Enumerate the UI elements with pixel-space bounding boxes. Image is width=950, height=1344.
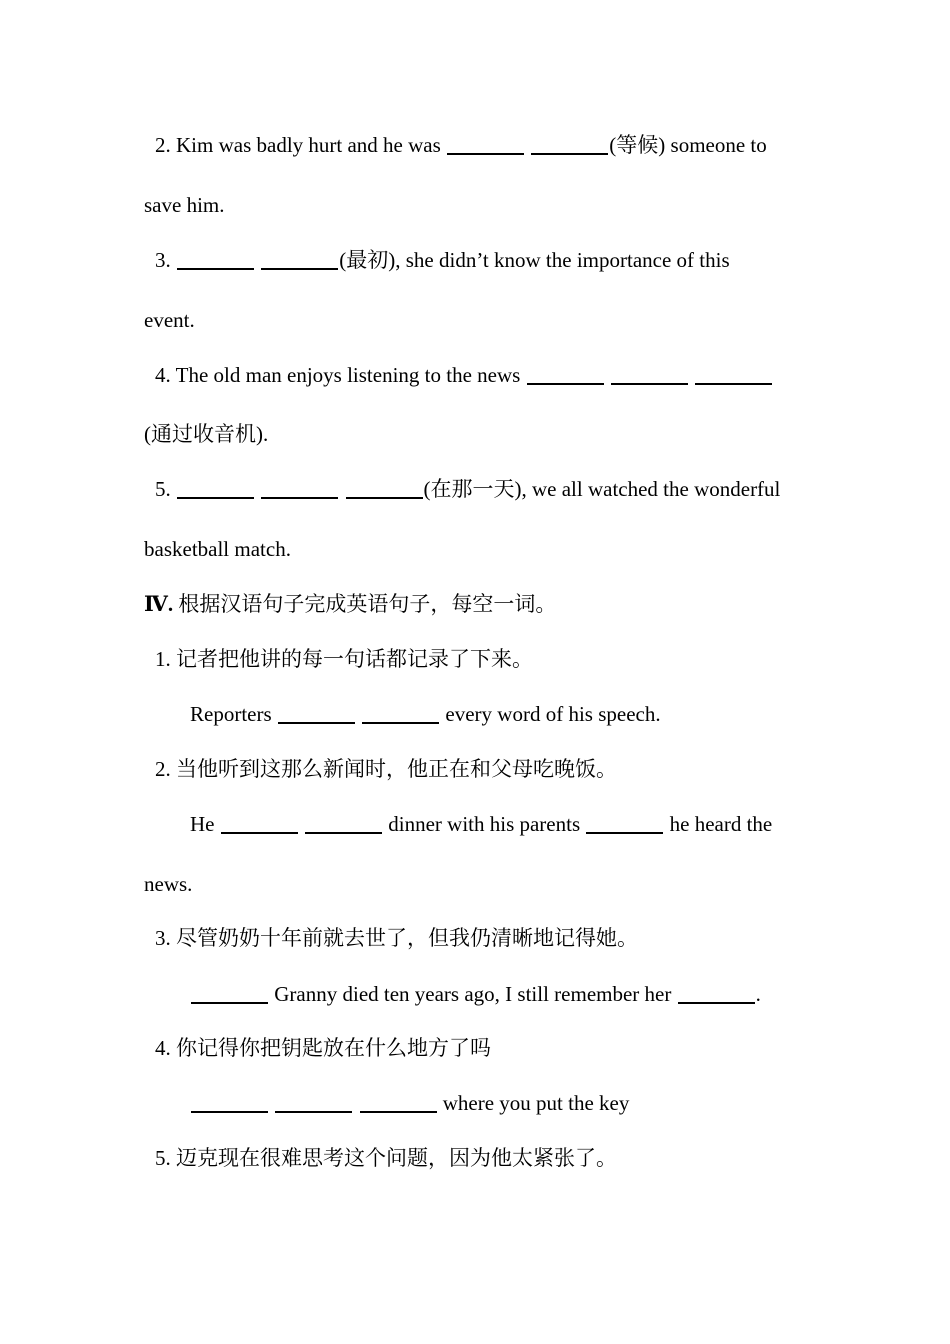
p3-q2-line2 xyxy=(144,192,224,218)
p3-q3-line2 xyxy=(144,307,195,333)
p3-q2-blank-1[interactable] xyxy=(447,153,524,155)
p4-q1-en-a: Reporters xyxy=(190,702,277,726)
p4-q3-english xyxy=(190,981,761,1007)
p4-q5-cn-text: 迈克现在很难思考这个问题，因为他太紧张了。 xyxy=(170,1146,617,1170)
p4-q2-en-a: He xyxy=(190,812,220,836)
p3-q5-blank-3[interactable] xyxy=(346,497,423,499)
p3-q5-line1 xyxy=(155,476,780,502)
p4-q3-cn-text: 尽管奶奶十年前就去世了，但我仍清晰地记得她。 xyxy=(170,926,638,950)
p4-q4-blank-2[interactable] xyxy=(275,1111,352,1113)
p4-heading-text: 根据汉语句子完成英语句子，每空一词。 xyxy=(173,592,557,616)
p4-q3-number: 3. xyxy=(155,926,171,950)
p3-q3-number: 3. xyxy=(155,248,171,272)
p3-q4-blank-2[interactable] xyxy=(611,383,688,385)
p3-q3-text-b: (最初), she didn’t know the importance of this xyxy=(339,248,730,272)
p4-q2-blank-1[interactable] xyxy=(221,832,298,834)
p4-q2-en-c: he heard the xyxy=(664,812,773,836)
p4-q1-en-b: every word of his speech. xyxy=(440,702,661,726)
p3-q3-blank-1[interactable] xyxy=(177,268,254,270)
p4-q5-chinese xyxy=(155,1145,617,1171)
p4-q3-blank-1[interactable] xyxy=(191,1002,268,1004)
p3-q2-text-a: Kim was badly hurt and he was xyxy=(170,133,447,157)
p4-q4-en-b: where you put the key xyxy=(437,1091,630,1115)
p4-q4-english xyxy=(190,1090,629,1116)
p4-q1-blank-2[interactable] xyxy=(362,722,439,724)
p4-q1-blank-1[interactable] xyxy=(278,722,355,724)
p4-q1-cn-text: 记者把他讲的每一句话都记录了下来。 xyxy=(170,647,533,671)
p3-q4-blank-1[interactable] xyxy=(527,383,604,385)
p3-q5-line2 xyxy=(144,536,291,562)
p3-q3-blank-2[interactable] xyxy=(261,268,338,270)
p3-q5-number: 5. xyxy=(155,477,171,501)
p3-q2-text-b: (等候) someone to xyxy=(609,133,767,157)
p4-q2-english xyxy=(190,811,772,837)
p4-q3-en-b: Granny died ten years ago, I still remember her xyxy=(269,982,677,1006)
p4-q2-number: 2. xyxy=(155,757,171,781)
p4-q5-number: 5. xyxy=(155,1146,171,1170)
p4-q2-en-b: dinner with his parents xyxy=(383,812,586,836)
p3-q3-line1 xyxy=(155,247,730,273)
p3-q4-text-a: The old man enjoys listening to the news xyxy=(170,363,526,387)
p3-q2-line1 xyxy=(155,132,767,158)
p3-q5-blank-1[interactable] xyxy=(177,497,254,499)
p4-q3-en-c: . xyxy=(755,982,761,1006)
p4-heading-number: Ⅳ. xyxy=(144,592,174,616)
p3-q5-text-c: basketball match. xyxy=(144,537,291,561)
p4-heading xyxy=(144,591,556,617)
p4-q2-chinese xyxy=(155,756,617,782)
p3-q5-blank-2[interactable] xyxy=(261,497,338,499)
p4-q4-cn-text: 你记得你把钥匙放在什么地方了吗 xyxy=(170,1036,491,1060)
p3-q3-text-c: event. xyxy=(144,308,195,332)
p3-q4-text-c: (通过收音机). xyxy=(144,422,269,446)
p4-q3-blank-2[interactable] xyxy=(678,1002,755,1004)
p3-q4-line2 xyxy=(144,421,268,447)
p3-q2-blank-2[interactable] xyxy=(531,153,608,155)
p4-q4-number: 4. xyxy=(155,1036,171,1060)
p3-q4-line1 xyxy=(155,362,773,388)
p3-q4-number: 4. xyxy=(155,363,171,387)
p3-q4-blank-3[interactable] xyxy=(695,383,772,385)
p3-q2-text-c: save him. xyxy=(144,193,225,217)
p4-q2-cn-text: 当他听到这那么新闻时，他正在和父母吃晚饭。 xyxy=(170,757,617,781)
p4-q2-en-d: news. xyxy=(144,872,193,896)
p4-q2-blank-3[interactable] xyxy=(586,832,663,834)
p4-q2-blank-2[interactable] xyxy=(305,832,382,834)
p3-q2-number: 2. xyxy=(155,133,171,157)
p3-q5-text-b: (在那一天), we all watched the wonderful xyxy=(423,477,781,501)
p4-q1-english xyxy=(190,701,661,727)
p4-q4-chinese xyxy=(155,1035,491,1061)
p4-q3-chinese xyxy=(155,925,638,951)
p4-q4-blank-1[interactable] xyxy=(191,1111,268,1113)
p4-q1-number: 1. xyxy=(155,647,171,671)
p4-q4-blank-3[interactable] xyxy=(360,1111,437,1113)
p4-q2-english-line2 xyxy=(144,871,192,897)
p4-q1-chinese xyxy=(155,646,533,672)
